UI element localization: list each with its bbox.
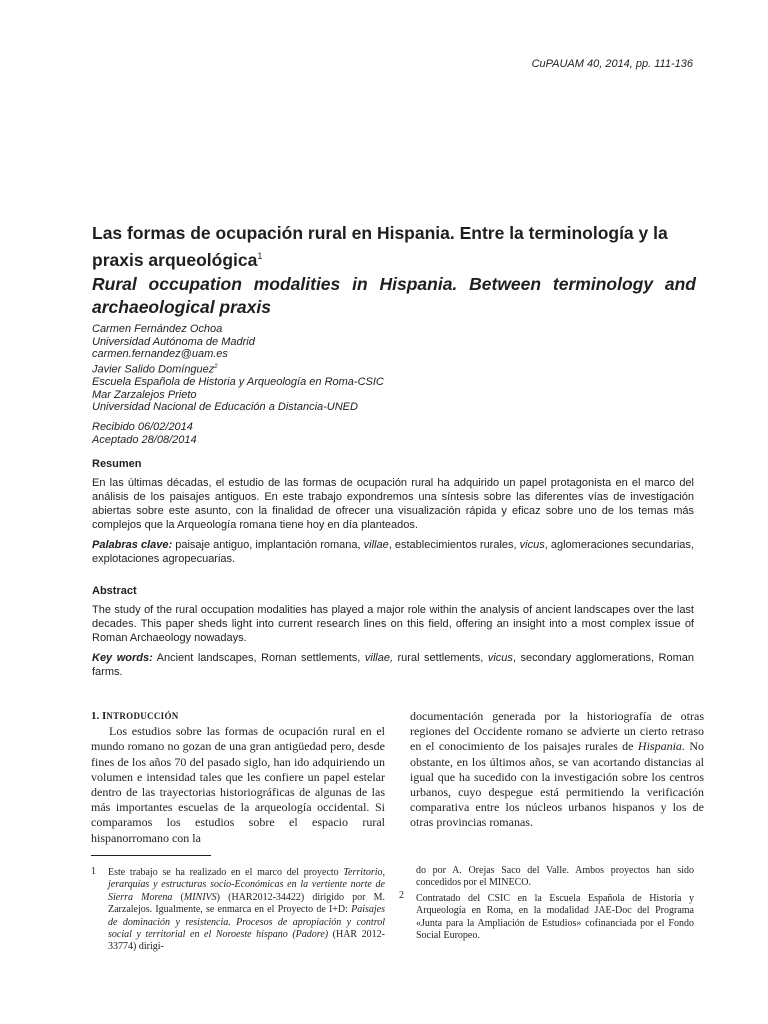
text-segment: ) (HAR2012-34422) dirigido por M. Zarzalejos. Igualmente, se enmarca en el Proyecto de I+D: (108, 891, 385, 916)
text-segment: Ancient landscapes, Roman settlements, (152, 652, 365, 664)
author-line-text: Universidad Autónoma de Madrid (92, 335, 255, 348)
received-date: Recibido 06/02/2014 (92, 421, 193, 433)
footnote-marker-2[interactable]: 2 (214, 363, 218, 370)
article-title-english: Rural occupation modalities in Hispania. Between terminology and archaeological praxis (92, 274, 696, 317)
text-segment: Este trabajo se ha realizado en el marco del proyecto (108, 867, 344, 878)
footnote-1-text (108, 867, 385, 954)
italic-text: Territorio, jerarquías y estructuras socio-Económicas en la vertiente norte de Sierra Morena (108, 867, 385, 903)
abstract-text: The study of the rural occupation modalities has played a major role within the analysis of ancient landscapes over the last decades. This paper sheds light into current research lines on this field, offering an insight into a most complex issue of Roman Archaeology nowadays. (92, 604, 694, 644)
title-es-text: Las formas de ocupación rural en Hispania. Entre la terminología y la praxis arqueológica (92, 223, 668, 270)
text-segment: rural settlements, (393, 652, 488, 664)
palabras-clave (92, 538, 694, 566)
article-title-spanish (92, 222, 696, 272)
intro-right-column (410, 709, 704, 831)
footnote-2-number: 2 (399, 890, 404, 901)
key-words (92, 651, 694, 679)
text-segment: documentación generada por la historiografía de otras regiones del Occidente romano se advierte un cierto retraso en el conocimiento de los paisajes rurales de (410, 709, 704, 754)
italic-text: vicus (487, 652, 513, 664)
intro-left-text: Los estudios sobre las formas de ocupación rural en el mundo romano no gozan de una gran antigüedad pero, desde fines de los años 70 del pasado siglo, han ido adquiriendo un volumen e intensidad tales que les confiere un papel estelar dentro de las trayectorias historiográficas de algunas de las más importantes escuelas de la arqueología occidental. Si comparamos los estudios sobre el espacio rural hispanorromano con la (91, 724, 385, 845)
footnote-marker-1[interactable]: 1 (257, 251, 263, 261)
text-segment: , establecimientos rurales, (388, 539, 520, 551)
author-line (92, 401, 692, 414)
author-line (92, 376, 692, 389)
author-line-text: Javier Salido Domínguez (92, 363, 215, 376)
author-line (92, 336, 692, 349)
italic-text: Paisajes de dominación y resistencia. Procesos de apropiación y control social y territorial en el Noroeste hispano (Padore) (108, 904, 385, 941)
author-line (92, 348, 692, 361)
author-line-text: Carmen Fernández Ochoa (92, 323, 223, 335)
journal-reference: CuPAUAM 40, 2014, pp. 111-136 (531, 58, 693, 70)
author-line-text: Mar Zarzalejos Prieto (92, 388, 197, 401)
accepted-date: Aceptado 28/08/2014 (92, 433, 197, 446)
author-line-text: Universidad Nacional de Educación a Distancia-UNED (92, 401, 358, 414)
palabras-clave-label: Palabras clave: (92, 539, 173, 551)
intro-heading-number: 1. I (91, 710, 107, 722)
text-segment: ( (172, 891, 184, 903)
italic-text: Hispania (637, 739, 682, 754)
text-segment: , aglomeraciones secundarias, explotaciones agropecuarias. (92, 539, 694, 565)
italic-text: villae, (364, 652, 393, 664)
italic-text: vicus (519, 539, 545, 551)
author-block (92, 323, 692, 414)
resumen-text: En las últimas décadas, el estudio de las formas de ocupación rural ha adquirido un papel protagonista en el marco del análisis de los paisajes antiguos. En este trabajo expondremos una síntesis sobre las diferentes vías de investigación abiertas sobre este asunto, con la finalidad de ofrecer una visualización rápida y eficaz sobre uno de los temas más complejos que la Arqueología romana tiene hoy en día planteados. (92, 477, 694, 531)
footnote-divider (91, 855, 211, 856)
footnote-1-number: 1 (91, 866, 96, 877)
footnote-1-continued: do por A. Orejas Saco del Valle. Ambos proyectos han sido concedidos por el MINECO. (416, 865, 694, 889)
intro-heading (91, 709, 385, 724)
author-line (92, 323, 692, 336)
italic-text: MINIVS (183, 891, 217, 903)
author-line-text: carmen.fernandez@uam.es (92, 348, 228, 361)
text-segment: . No obstante, en los últimos años, se van acortando distancias al igual que ha sucedido con la investigación sobre los centros urbanos, cuyo despegue está permitiendo la verificación comparativa entre los núcleos urbanos hispanos y los de otras provincias romanas. (410, 739, 705, 830)
text-segment: (HAR 2012-33774) dirigi- (108, 929, 385, 953)
resumen-heading: Resumen (92, 458, 142, 470)
article-dates (92, 421, 197, 446)
author-line-text: Escuela Española de Historia y Arqueología en Roma-CSIC (92, 376, 384, 389)
italic-text: villae (363, 539, 389, 551)
intro-heading-smallcaps: NTRODUCCIÓN (106, 711, 179, 721)
author-line (92, 361, 692, 376)
footnote-2-text: Contratado del CSIC en la Escuela Española de Historia y Arqueología en Roma, en la modalidad JAE-Doc del Programa «Junta para la Ampliación de Estudios» cofinanciada por el Fondo Social Europeo. (416, 893, 694, 942)
text-segment: paisaje antiguo, implantación romana, (172, 539, 364, 551)
key-words-label: Key words: (92, 652, 153, 664)
text-segment: , secondary agglomerations, Roman farms. (92, 652, 694, 678)
intro-left-column (91, 709, 385, 846)
abstract-heading: Abstract (92, 585, 137, 597)
author-line (92, 389, 692, 402)
